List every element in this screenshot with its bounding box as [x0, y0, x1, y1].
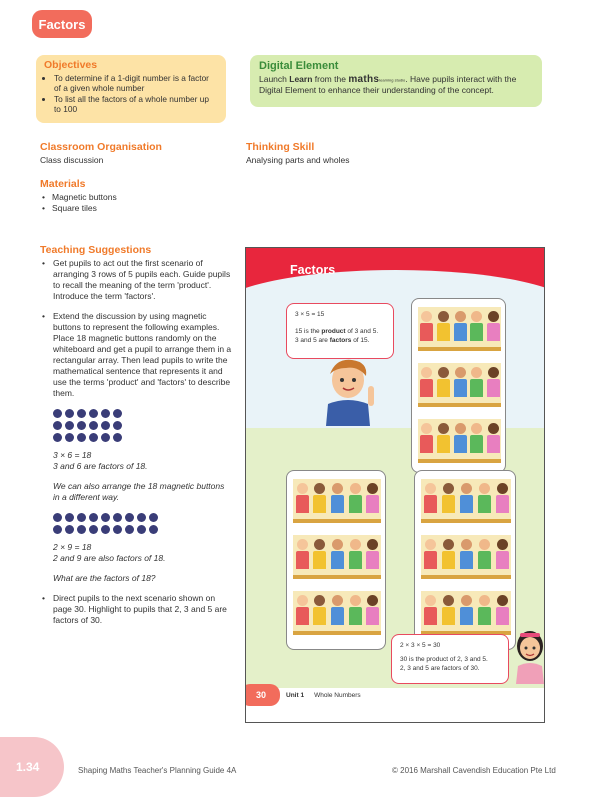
magnetic-button-dot	[77, 421, 86, 430]
magnetic-button-dot	[149, 525, 158, 534]
magnetic-button-dot	[65, 525, 74, 534]
equation-2x9: 2 × 9 = 18	[53, 542, 92, 552]
bubble-line	[295, 336, 385, 345]
magnetic-button-dot	[89, 525, 98, 534]
classroom-text: Class discussion	[40, 155, 104, 165]
pupil-figure	[488, 367, 499, 389]
pupil-row	[421, 479, 511, 523]
pupil-figure	[425, 483, 436, 505]
pupil-figure	[455, 423, 466, 445]
digital-element-text	[259, 74, 533, 96]
pupil-row	[293, 479, 381, 523]
pupil-row	[421, 535, 511, 579]
thinking-text: Analysing parts and wholes	[246, 155, 350, 165]
pupil-figure	[479, 483, 490, 505]
kids-panel-2x3x5-left	[286, 470, 386, 650]
magnetic-button-dot	[113, 433, 122, 442]
unit-number: Unit 1	[286, 692, 305, 699]
speech-bubble-30	[391, 634, 509, 684]
pupil-figure	[367, 539, 378, 561]
pupil-figure	[438, 311, 449, 333]
kids-panel-3x5	[411, 298, 506, 473]
pupil-figure	[443, 483, 454, 505]
pupil-figure	[455, 311, 466, 333]
magnetic-button-dot	[65, 421, 74, 430]
maths-logo-sub: learning studio	[379, 77, 406, 83]
pupil-row	[421, 591, 511, 635]
learn-label: Learn	[289, 74, 313, 84]
pupil-figure	[471, 367, 482, 389]
magnetic-button-dot	[113, 525, 122, 534]
pupil-figure	[421, 367, 432, 389]
magnetic-button-dot	[149, 513, 158, 522]
magnetic-button-dot	[89, 513, 98, 522]
bubble-line: 30 is the product of 2, 3 and 5.	[400, 656, 488, 663]
bubble-line: 2, 3 and 5 are factors of 30.	[400, 665, 480, 672]
pupil-figure	[297, 539, 308, 561]
page-title: Factors	[32, 10, 92, 38]
pupil-figure	[421, 311, 432, 333]
digital-text-part: . Have pupils interact with the Digital Element to enhance their understanding of the concept.	[259, 74, 517, 96]
magnetic-button-dot	[65, 433, 74, 442]
unit-name: Whole Numbers	[314, 692, 361, 699]
dot-array-2x9	[53, 513, 232, 534]
pupil-figure	[314, 595, 325, 617]
thinking-heading: Thinking Skill	[246, 141, 315, 153]
pupil-figure	[488, 423, 499, 445]
pupil-figure	[350, 483, 361, 505]
book-page-number: 30	[245, 684, 280, 706]
objectives-box	[36, 55, 226, 123]
equation-3x6-note: 3 and 6 are factors of 18.	[53, 461, 148, 471]
magnetic-button-dot	[125, 525, 134, 534]
pupil-row	[418, 419, 501, 463]
magnetic-button-dot	[113, 421, 122, 430]
teaching-bullet: • Direct pupils to the next scenario shown on page 30. Highlight to pupils that 2, 3 and 5 are factors of 30.	[40, 593, 232, 626]
magnetic-button-dot	[89, 409, 98, 418]
pupil-figure	[479, 539, 490, 561]
magnetic-button-dot	[65, 409, 74, 418]
magnetic-button-dot	[101, 513, 110, 522]
pupil-row	[293, 535, 381, 579]
bubble-line	[295, 327, 385, 336]
teaching-bullet: • Get pupils to act out the first scenario of arranging 3 rows of 5 pupils each. Guide pupils to recall the meaning of the term 'product'. Introduce the term 'factors'.	[40, 258, 232, 302]
magnetic-button-dot	[113, 513, 122, 522]
objective-item: • To list all the factors of a whole number up to 100	[54, 94, 218, 114]
pupil-figure	[425, 539, 436, 561]
pupil-figure	[350, 595, 361, 617]
pupil-figure	[438, 367, 449, 389]
magnetic-button-dot	[77, 513, 86, 522]
magnetic-button-dot	[65, 513, 74, 522]
pupil-figure	[438, 423, 449, 445]
pupil-figure	[497, 483, 508, 505]
materials-list	[40, 192, 117, 214]
pupil-figure	[443, 595, 454, 617]
pupil-figure	[297, 483, 308, 505]
digital-element-box	[250, 55, 542, 107]
magnetic-button-dot	[101, 421, 110, 430]
dot-array-3x6	[53, 409, 232, 442]
digital-element-heading: Digital Element	[259, 60, 339, 72]
materials-heading: Materials	[40, 178, 86, 190]
pupil-figure	[421, 423, 432, 445]
equation-3x6: 3 × 6 = 18	[53, 450, 92, 460]
classroom-heading: Classroom Organisation	[40, 141, 162, 153]
objectives-heading: Objectives	[44, 59, 98, 71]
pupil-row	[418, 307, 501, 351]
pupil-figure	[367, 595, 378, 617]
magnetic-button-dot	[137, 525, 146, 534]
footer-page-number: 1.34	[16, 760, 40, 774]
pupil-figure	[332, 595, 343, 617]
magnetic-button-dot	[77, 409, 86, 418]
pupil-figure	[471, 311, 482, 333]
magnetic-button-dot	[77, 525, 86, 534]
factors-term: factors	[329, 337, 352, 344]
objectives-list	[54, 73, 218, 114]
bubble-equation: 3 × 5 = 15	[295, 311, 325, 318]
magnetic-button-dot	[53, 409, 62, 418]
pupil-figure	[314, 483, 325, 505]
teaching-content	[40, 258, 232, 626]
pupil-figure	[461, 539, 472, 561]
kids-panel-2x3x5-right	[414, 470, 516, 650]
materials-item: • Square tiles	[40, 203, 117, 214]
magnetic-button-dot	[53, 513, 62, 522]
pupil-figure	[332, 539, 343, 561]
magnetic-button-dot	[53, 421, 62, 430]
pupil-row	[293, 591, 381, 635]
footer-book-title: Shaping Maths Teacher's Planning Guide 4A	[78, 766, 237, 775]
magnetic-button-dot	[113, 409, 122, 418]
magnetic-button-dot	[101, 409, 110, 418]
magnetic-button-dot	[101, 433, 110, 442]
pupil-figure	[367, 483, 378, 505]
pupil-figure	[332, 483, 343, 505]
pupil-figure	[488, 311, 499, 333]
digital-text-part: Launch	[259, 74, 290, 84]
magnetic-button-dot	[89, 433, 98, 442]
bubble-text: 15 is the	[295, 328, 322, 335]
magnetic-button-dot	[53, 433, 62, 442]
textbook-page	[245, 247, 545, 723]
magnetic-button-dot	[77, 433, 86, 442]
pupil-figure	[350, 539, 361, 561]
teaching-bullet: • Extend the discussion by using magnetic buttons to represent the following examples. Place 18 magnetic buttons randomly on the whiteboard and get a pupil to arrange them in a rectangular array. Then lead pupils to write the mathematical sentence that represents it and use the terms 'product' and 'factors' to describe them.	[40, 311, 232, 399]
teaching-heading: Teaching Suggestions	[40, 244, 152, 256]
magnetic-button-dot	[53, 525, 62, 534]
pupil-figure	[425, 595, 436, 617]
footer-copyright: © 2016 Marshall Cavendish Education Pte Ltd	[392, 766, 556, 775]
pupil-figure	[297, 595, 308, 617]
magnetic-button-dot	[89, 421, 98, 430]
maths-logo: maths	[348, 74, 380, 85]
pupil-row	[418, 363, 501, 407]
speech-bubble-15	[286, 303, 394, 359]
pupil-figure	[461, 595, 472, 617]
pupil-figure	[479, 595, 490, 617]
pupil-figure	[443, 539, 454, 561]
pupil-figure	[461, 483, 472, 505]
pupil-figure	[471, 423, 482, 445]
equation-2x9-note: 2 and 9 are also factors of 18.	[53, 553, 166, 563]
bubble-text: of 3 and 5.	[345, 328, 379, 335]
pupil-figure	[455, 367, 466, 389]
pupil-figure	[497, 539, 508, 561]
pupil-figure	[497, 595, 508, 617]
bubble-text: 3 and 5 are	[295, 337, 330, 344]
boy-illustration	[316, 356, 386, 426]
digital-text-part: from the	[312, 74, 349, 84]
bubble-equation: 2 × 3 × 5 = 30	[400, 642, 441, 649]
magnetic-button-dot	[101, 525, 110, 534]
pupil-figure	[314, 539, 325, 561]
also-arrange-text: We can also arrange the 18 magnetic buttons in a different way.	[53, 481, 225, 502]
bubble-text: of 15.	[351, 337, 370, 344]
objective-item: • To determine if a 1-digit number is a factor of a given whole number	[54, 73, 218, 93]
book-unit-label	[286, 692, 361, 699]
factors-question: What are the factors of 18?	[53, 573, 156, 583]
magnetic-button-dot	[137, 513, 146, 522]
girl-illustration	[512, 628, 545, 684]
magnetic-button-dot	[125, 513, 134, 522]
book-title: Factors	[290, 263, 336, 277]
materials-item: • Magnetic buttons	[40, 192, 117, 203]
product-term: product	[321, 328, 346, 335]
